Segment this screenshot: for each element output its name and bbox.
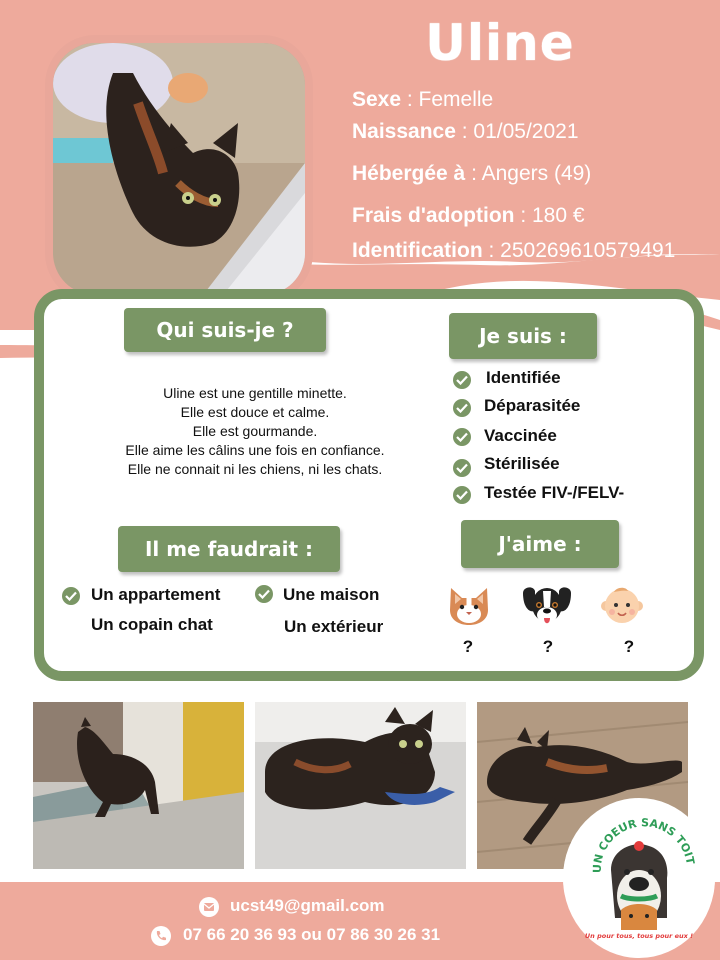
check-icon xyxy=(453,428,471,446)
about-heading: Qui suis-je ? xyxy=(124,308,326,352)
needs-item: Un copain chat xyxy=(91,615,213,634)
status-item: Testée FIV-/FELV- xyxy=(484,483,625,502)
likes-answer-dog: ? xyxy=(542,637,554,656)
likes-answer-child: ? xyxy=(623,637,635,656)
contact-phone[interactable]: 07 66 20 36 93 ou 07 86 30 26 31 xyxy=(183,925,441,944)
about-line: Elle aime les câlins une fois en confiance. xyxy=(125,442,385,458)
about-line: Elle est gourmande. xyxy=(192,423,318,439)
needs-item: Une maison xyxy=(283,585,380,604)
about-line: Elle est douce et calme. xyxy=(180,404,330,420)
check-icon xyxy=(255,585,273,603)
status-heading: Je suis : xyxy=(449,313,597,359)
likes-answer-cat: ? xyxy=(462,637,474,656)
baby-face-icon xyxy=(600,584,644,628)
cat-photo-2 xyxy=(255,702,466,869)
info-id: Identification : 250269610579491 xyxy=(352,239,676,262)
info-fee: Frais d'adoption : 180 € xyxy=(352,204,585,227)
likes-heading: J'aime : xyxy=(461,520,619,568)
status-item: Vaccinée xyxy=(484,426,557,445)
cat-photo-1 xyxy=(33,702,244,869)
needs-heading: Il me faudrait : xyxy=(118,526,340,572)
svg-text:UN COEUR SANS TOIT xyxy=(591,816,697,873)
logo-slogan: Un pour tous, tous pour eux ! xyxy=(584,932,694,940)
status-item: Identifiée xyxy=(486,368,561,387)
needs-item: Un appartement xyxy=(91,585,221,604)
info-hosted: Hébergée à : Angers (49) xyxy=(352,162,592,185)
contact-email[interactable]: ucst49@gmail.com xyxy=(230,896,385,915)
check-icon xyxy=(453,371,471,389)
association-logo-text xyxy=(563,798,715,958)
check-icon xyxy=(62,587,80,605)
phone-icon xyxy=(151,926,171,946)
cat-name-title: Uline xyxy=(425,14,575,72)
status-item: Stérilisée xyxy=(484,454,560,473)
dog-face-icon xyxy=(521,583,573,629)
status-item: Déparasitée xyxy=(484,396,581,415)
check-icon xyxy=(453,459,471,477)
info-birth: Naissance : 01/05/2021 xyxy=(352,120,579,143)
logo-name: UN COEUR SANS TOIT xyxy=(590,816,697,874)
email-icon xyxy=(199,897,219,917)
info-sex: Sexe : Femelle xyxy=(352,88,494,111)
needs-item: Un extérieur xyxy=(284,617,384,636)
cat-face-icon xyxy=(446,584,492,626)
check-icon xyxy=(453,399,471,417)
check-icon xyxy=(453,486,471,504)
about-description xyxy=(70,384,440,479)
about-line: Uline est une gentille minette. xyxy=(163,385,347,401)
main-cat-photo xyxy=(45,35,313,303)
about-line: Elle ne connait ni les chiens, ni les chats. xyxy=(127,461,383,477)
